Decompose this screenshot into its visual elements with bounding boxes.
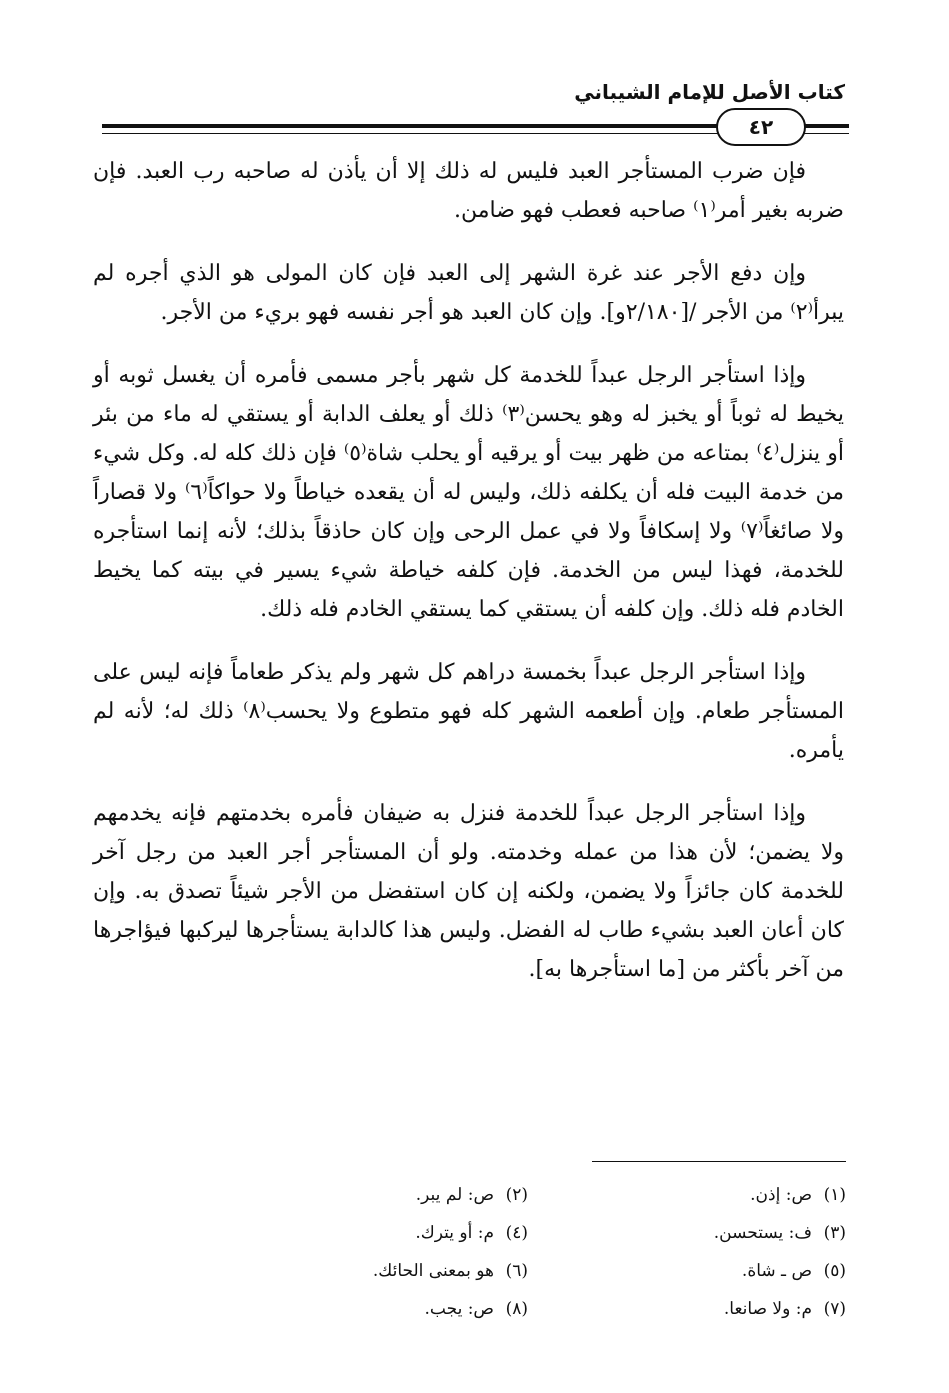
footnote-number: (٧) [823,1299,846,1319]
footnote [230,1254,528,1288]
page-number: ٤٢ [716,108,806,146]
running-title: كتاب الأصل للإمام الشيباني [574,80,845,104]
footnote-text: ص: لم يبر. [415,1185,494,1205]
footnote [230,1292,528,1326]
paragraph-text: وإذا استأجر الرجل عبداً بخمسة دراهم كل شهر ولم يذكر طعاماً فإنه ليس على المستأجر طعام. وإن أطعمه الشهر كله فهو متطوع ولا يحسب⁽٨⁾ ذلك له؛ لأنه لم يأمره. [93,660,845,763]
paragraph [93,254,844,332]
footnote-number: (٤) [505,1223,528,1243]
footnote-text: ص: إذن. [750,1185,812,1205]
footnote-separator [592,1161,846,1162]
body-text [93,152,844,1013]
footnote [230,1216,528,1250]
footnote-text: م: أو يترك. [415,1223,494,1243]
footnote-text: ص: يجب. [424,1299,494,1319]
paragraph [93,152,844,230]
footnote [548,1254,846,1288]
footnote [230,1178,528,1212]
paragraph-text: وإذا استأجر الرجل عبداً للخدمة كل شهر بأجر مسمى فأمره أن يغسل ثوبه أو يخيط له ثوباً أو يخبز له وهو يحسن⁽٣⁾ ذلك أو يعلف الدابة أو يستقي له ماء من بئر أو ينزل⁽٤⁾ بمتاعه من ظهر بيت أو يرقيه أو يحلب شاة⁽٥⁾ فإن ذلك كله له. وكل شيء من خدمة البيت فله أن يكلفه ذلك، وليس له أن يقعده خياطاً ولا حواكاً⁽٦⁾ ولا قصاراً ولا صائغاً⁽٧⁾ ولا إسكافاً ولا في عمل الرحى وإن كان حاذقاً بذلك؛ لأنه إنما استأجره للخدمة، فهذا ليس من الخدمة. فإن كلفه خياطة شيء يسير في بيته كما يخيط الخادم فله ذلك. وإن كلفه أن يستقي كما يستقي الخادم فله ذلك. [93,363,845,622]
paragraph-text: وإذا استأجر الرجل عبداً للخدمة فنزل به ضيفان فأمره بخدمتهم فإنه يخدمهم ولا يضمن؛ لأن هذا من عمله وخدمته. ولو أن المستأجر أجر العبد من رجل آخر للخدمة كان جائزاً ولا يضمن، ولكنه إن كان استفضل من الأجر شيئاً تصدق به. وإن كان أعان العبد بشيء طاب له الفضل. وليس هذا كالدابة يستأجرها ليركبها فيؤاجرها من آخر بأكثر من [ما استأجرها به]. [93,801,844,982]
footnote-number: (٨) [505,1299,528,1319]
footnote [548,1216,846,1250]
footnote-number: (٥) [823,1261,846,1281]
footnote [548,1292,846,1326]
footnote-number: (٢) [505,1185,528,1205]
footnotes [230,1178,846,1326]
footnote-text: هو بمعنى الحائك. [372,1261,494,1281]
footnote-text: ف: يستحسن. [713,1223,812,1243]
footnote-number: (١) [823,1185,846,1205]
paragraph [93,356,844,629]
footnote [548,1178,846,1212]
footnote-number: (٦) [505,1261,528,1281]
paragraph-text: فإن ضرب المستأجر العبد فليس له ذلك إلا أن يأذن له صاحبه رب العبد. فإن ضربه بغير أمر⁽١⁾ صاحبه فعطب فهو ضامن. [93,159,844,223]
paragraph [93,794,844,989]
footnote-number: (٣) [823,1223,846,1243]
footnote-text: ص ـ شاة. [741,1261,812,1281]
footnote-text: م: ولا صانعا. [723,1299,812,1319]
paragraph [93,653,844,770]
paragraph-text: وإن دفع الأجر عند غرة الشهر إلى العبد فإن كان المولى هو الذي أجره لم يبرأ⁽٢⁾ من الأجر /[٢/١٨٠و]. وإن كان العبد هو أجر نفسه فهو بريء من الأجر. [93,261,844,325]
